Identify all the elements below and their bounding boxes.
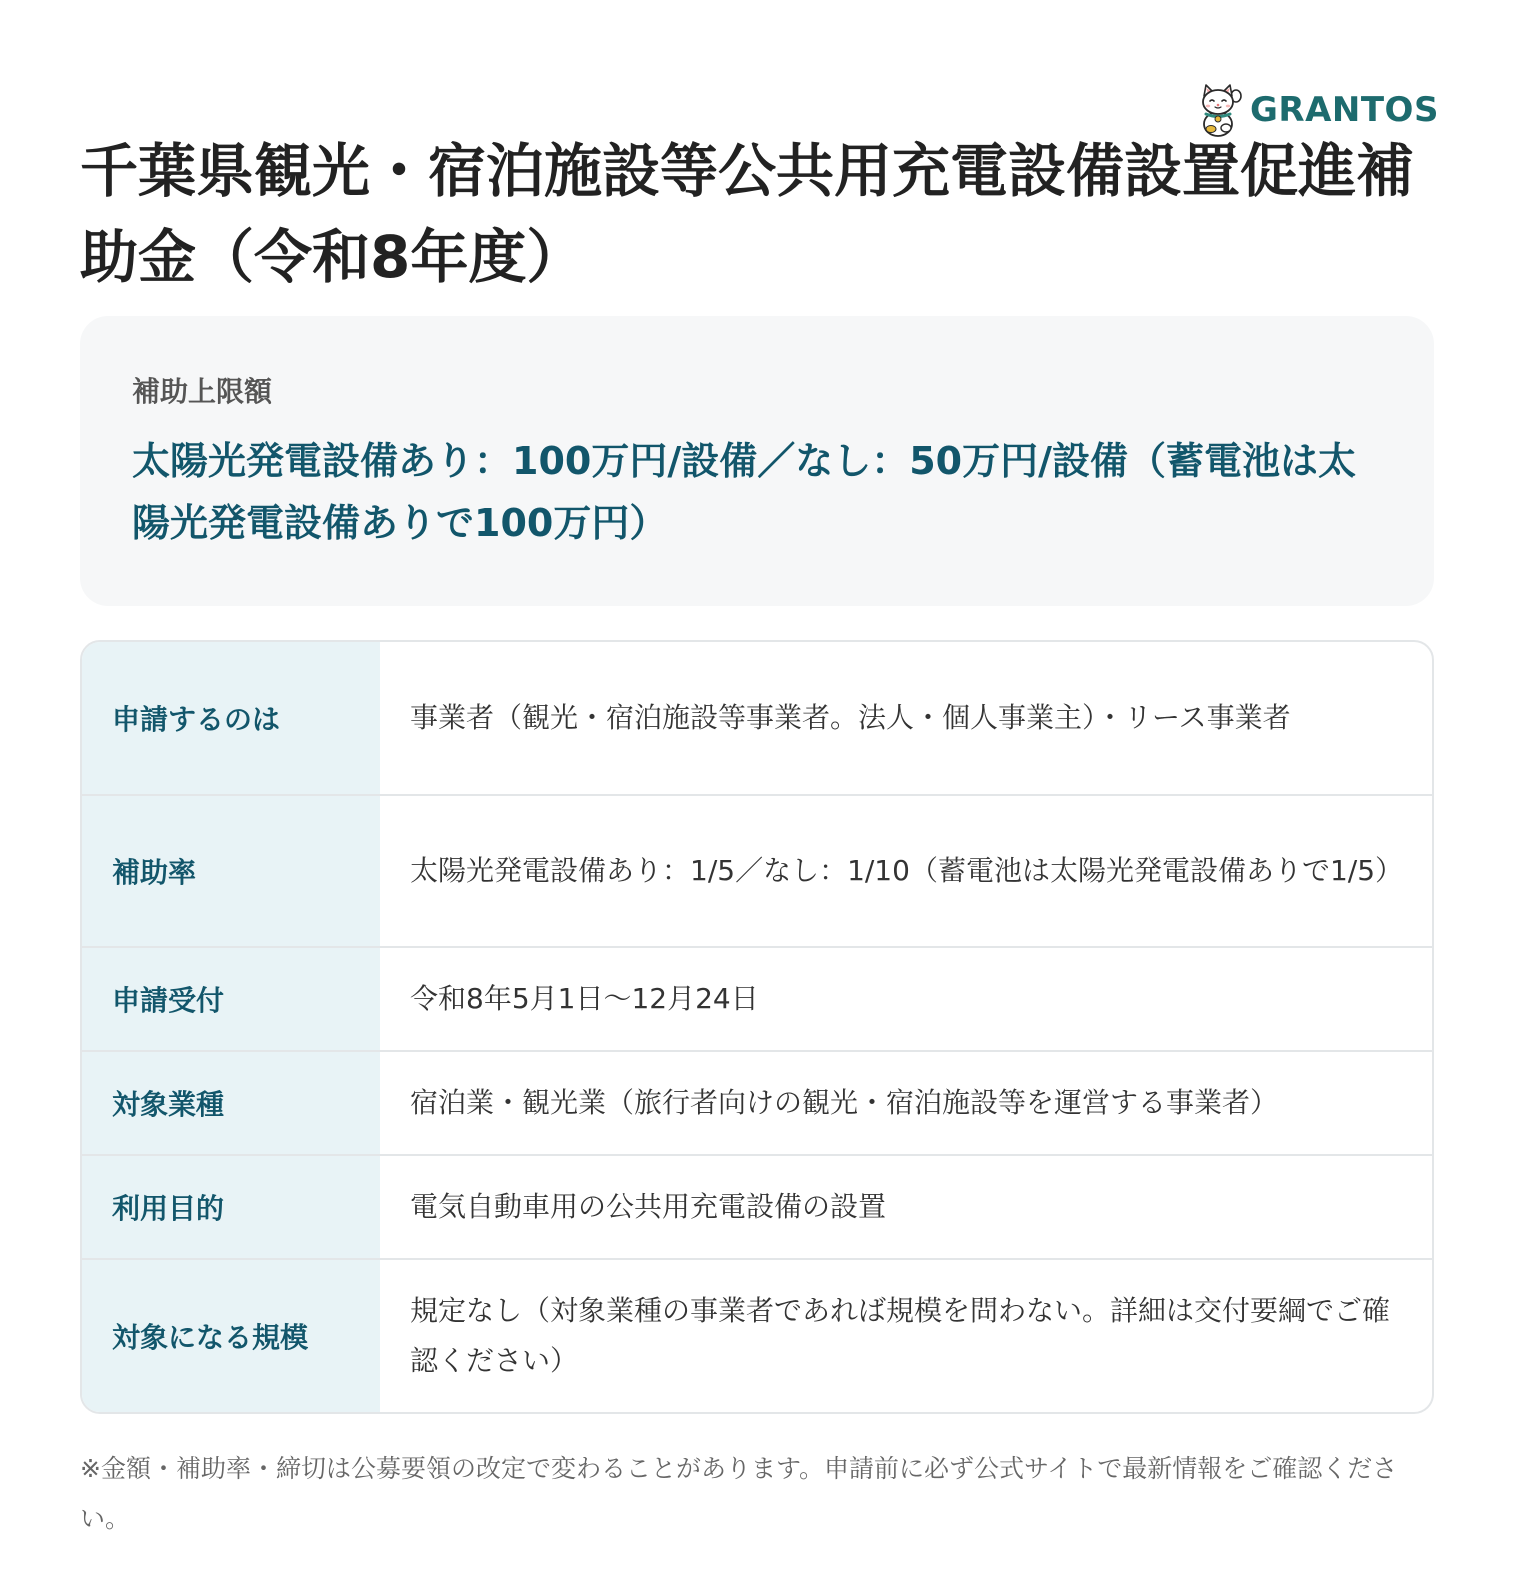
- info-row-subsidy-rate: [82, 796, 1432, 948]
- page-title: 千葉県観光・宿泊施設等公共用充電設備設置促進補助金（令和8年度）: [80, 137, 1415, 291]
- info-key: 対象になる規模: [82, 1260, 380, 1412]
- disclaimer-note: ※金額・補助率・締切は公募要領の改定で変わることがあります。申請前に必ず公式サイトで最新情報をご確認ください。: [80, 1454, 1398, 1533]
- info-key: 利用目的: [82, 1156, 380, 1258]
- info-value: 太陽光発電設備あり：1/5／なし：1/10（蓄電池は太陽光発電設備ありで1/5）: [410, 854, 1404, 887]
- info-key: 申請するのは: [82, 642, 380, 794]
- info-value: 規定なし（対象業種の事業者であれば規模を問わない。詳細は交付要綱でご確認ください）: [410, 1294, 1391, 1377]
- info-value: 事業者（観光・宿泊施設等事業者。法人・個人事業主）・リース事業者: [410, 701, 1291, 734]
- info-key: 対象業種: [82, 1052, 380, 1154]
- info-row-purpose: [82, 1156, 1432, 1260]
- brand-name: GRANTOS: [1250, 90, 1439, 130]
- amount-label: 補助上限額: [132, 375, 273, 408]
- info-row-industry: [82, 1052, 1432, 1156]
- info-row-application-period: [82, 948, 1432, 1052]
- info-row-applicant: [82, 642, 1432, 796]
- info-key: 補助率: [82, 796, 380, 946]
- info-value: 電気自動車用の公共用充電設備の設置: [410, 1190, 887, 1223]
- info-key: 申請受付: [82, 948, 380, 1050]
- info-table: [80, 640, 1434, 1414]
- info-value: 宿泊業・観光業（旅行者向けの観光・宿泊施設等を運営する事業者）: [410, 1086, 1279, 1119]
- amount-value: 太陽光発電設備あり：100万円/設備／なし：50万円/設備（蓄電池は太陽光発電設備ありで100万円）: [132, 439, 1356, 545]
- info-value: 令和8年5月1日〜12月24日: [410, 982, 759, 1015]
- info-row-scale: [82, 1260, 1432, 1412]
- amount-card: [80, 316, 1434, 606]
